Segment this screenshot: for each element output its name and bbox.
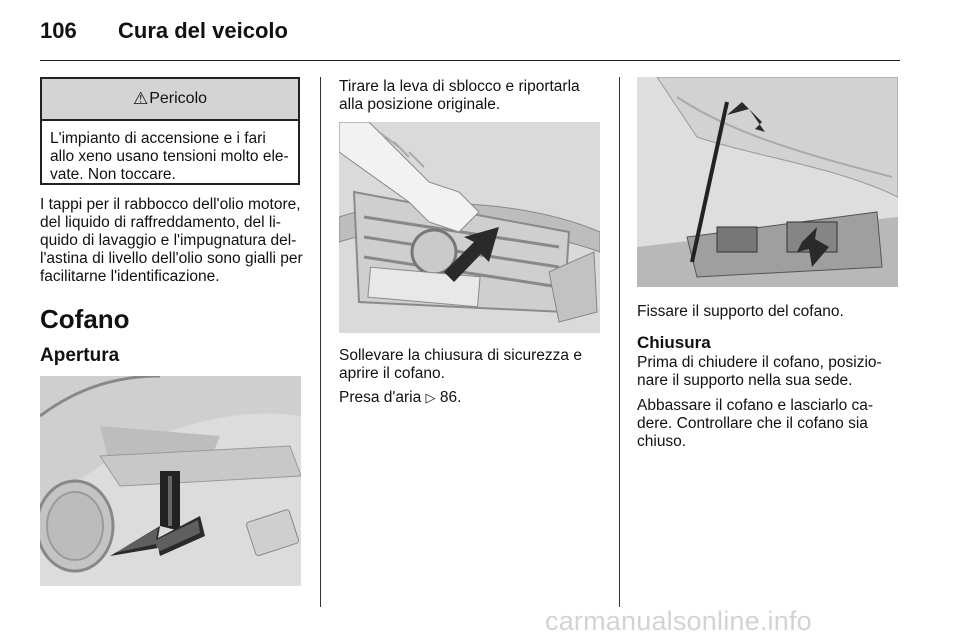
illustration-release-lever	[40, 376, 301, 586]
release-lever-text: Tirare la leva di sblocco e riportarla alla posizione originale.	[339, 78, 580, 113]
air-intake-reference	[339, 389, 604, 407]
warning-title: Pericolo	[149, 90, 208, 107]
warning-header	[42, 79, 298, 121]
subheading-apertura: Apertura	[40, 345, 120, 366]
warning-text: L'impianto di accensione e i fari allo xeno usano tensioni molto ele-vate. Non toccare.	[50, 130, 289, 183]
header-rule	[40, 60, 900, 61]
page-reference-arrow-icon: ▷	[425, 390, 436, 405]
warning-triangle-icon: ⚠	[132, 89, 149, 108]
closing-instruction-1: Prima di chiudere il cofano, posizio-nare il supporto nella sua sede.	[637, 354, 882, 389]
air-intake-page: 86.	[439, 389, 462, 406]
illustration-hood-support	[637, 77, 898, 287]
section-title: Cura del veicolo	[118, 18, 288, 43]
air-intake-label: Presa d'aria	[339, 389, 422, 406]
closing-instruction-2: Abbassare il cofano e lasciarlo ca-dere. Controllare che il cofano sia chiuso.	[637, 397, 874, 450]
fill-caps-paragraph: I tappi per il rabbocco dell'olio motore, del liquido di raffreddamento, del li-quido di lavaggio e l'impugnatura del-l'astina di livello dell'olio sono gialli per facilitarne l'identificazione.	[40, 196, 303, 285]
danger-warning-box	[40, 77, 300, 185]
heading-cofano: Cofano	[40, 304, 130, 334]
column-divider-1	[320, 77, 321, 607]
page-number: 106	[40, 18, 77, 43]
hood-support-text: Fissare il supporto del cofano.	[637, 303, 844, 320]
watermark-text: carmanualsonline.info	[545, 606, 812, 636]
illustration-safety-catch	[339, 122, 600, 333]
safety-catch-text: Sollevare la chiusura di sicurezza e aprire il cofano.	[339, 347, 582, 382]
column-divider-2	[619, 77, 620, 607]
heading-chiusura: Chiusura	[637, 333, 711, 352]
